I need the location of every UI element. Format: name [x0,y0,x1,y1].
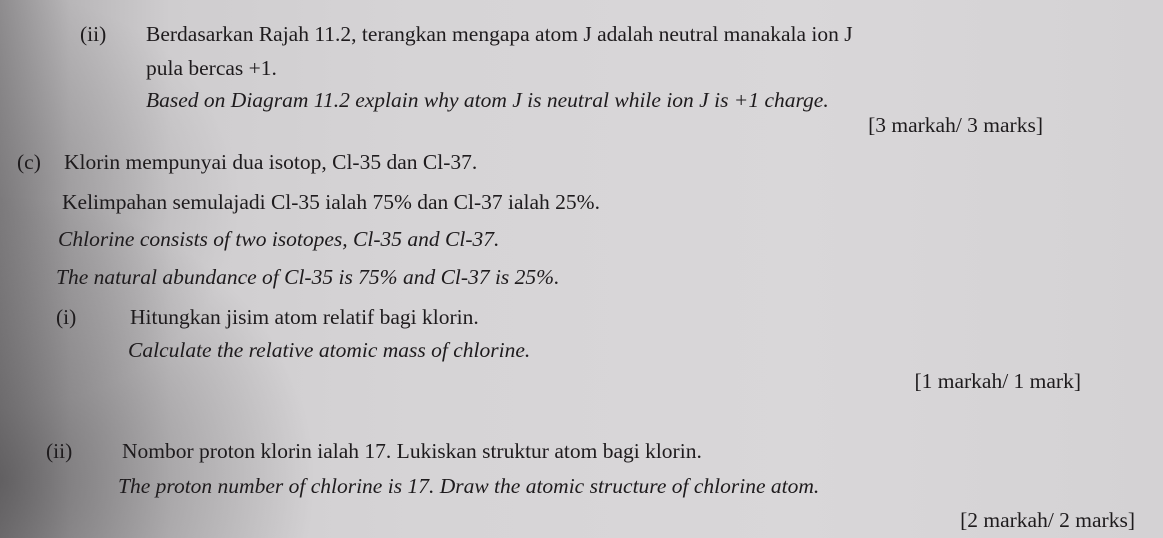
prev-ii-marks: [3 markah/ 3 marks] [868,113,1043,137]
ii-english: The proton number of chlorine is 17. Draw the atomic structure of chlorine atom. [118,474,820,498]
ii-malay: Nombor proton klorin ialah 17. Lukiskan struktur atom bagi klorin. [122,439,702,463]
prev-ii-marker: (ii) [80,22,107,46]
c-english-line2: The natural abundance of Cl-35 is 75% and Cl-37 is 25%. [56,265,560,289]
ii-marker: (ii) [46,439,73,463]
i-marks: [1 markah/ 1 mark] [914,369,1081,393]
i-malay: Hitungkan jisim atom relatif bagi klorin. [130,305,479,329]
prev-ii-malay-line1: Berdasarkan Rajah 11.2, terangkan mengapa atom J adalah neutral manakala ion J [146,22,853,46]
c-malay-line1: Klorin mempunyai dua isotop, Cl-35 dan Cl-37. [64,150,478,174]
prev-ii-malay-line2: pula bercas +1. [146,56,277,80]
c-marker: (c) [17,150,41,174]
i-marker: (i) [56,305,77,329]
c-english-line1: Chlorine consists of two isotopes, Cl-35 and Cl-37. [58,227,500,251]
ii-marks: [2 markah/ 2 marks] [960,508,1135,532]
prev-ii-english: Based on Diagram 11.2 explain why atom J is neutral while ion J is +1 charge. [146,88,829,112]
c-malay-line2: Kelimpahan semulajadi Cl-35 ialah 75% dan Cl-37 ialah 25%. [62,190,600,214]
i-english: Calculate the relative atomic mass of chlorine. [128,338,531,362]
